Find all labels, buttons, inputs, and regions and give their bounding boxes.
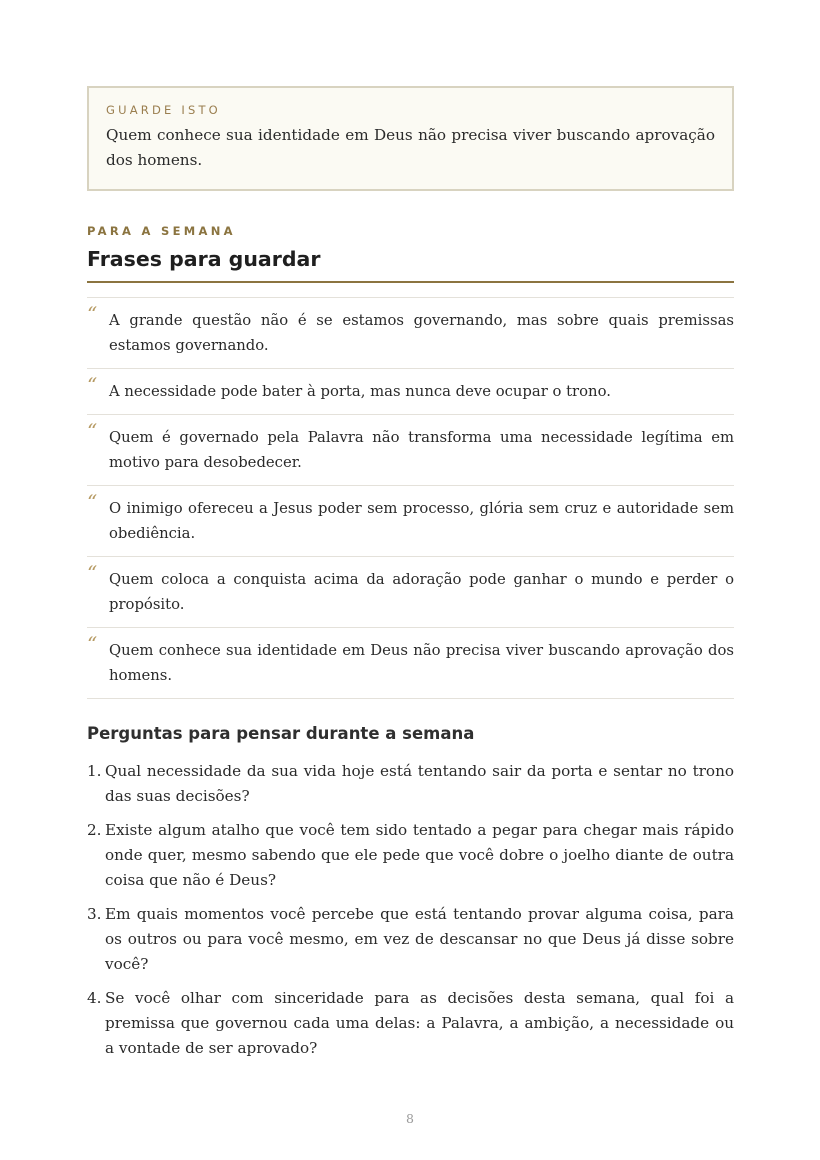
question-item xyxy=(87,986,734,1061)
quote-text: Quem é governado pela Palavra não transforma uma necessidade legítima em motivo para desobedecer. xyxy=(109,429,734,471)
quote-item xyxy=(87,486,734,557)
quote-mark-icon: “ xyxy=(87,561,98,585)
quote-mark-icon: “ xyxy=(87,490,98,514)
quote-item xyxy=(87,628,734,699)
quote-text: A necessidade pode bater à porta, mas nunca deve ocupar o trono. xyxy=(109,383,611,400)
quote-text: Quem conhece sua identidade em Deus não precisa viver buscando aprovação dos homens. xyxy=(109,642,734,684)
quote-text: Quem coloca a conquista acima da adoração pode ganhar o mundo e perder o propósito. xyxy=(109,571,734,613)
question-text: Existe algum atalho que você tem sido tentado a pegar para chegar mais rápido onde quer, mesmo sabendo que ele pede que você dobre o joelho diante de outra coisa que não é Deus? xyxy=(105,821,734,889)
keep-this-callout xyxy=(87,86,734,191)
question-list xyxy=(87,759,734,1061)
quote-mark-icon: “ xyxy=(87,419,98,443)
quote-item xyxy=(87,369,734,415)
question-number: 1. xyxy=(87,762,102,780)
quote-item xyxy=(87,415,734,486)
question-text: Se você olhar com sinceridade para as decisões desta semana, qual foi a premissa que governou cada uma delas: a Palavra, a ambição, a necessidade ou a vontade de ser aprovado? xyxy=(105,989,734,1057)
question-number: 2. xyxy=(87,821,102,839)
section-title: Frases para guardar xyxy=(87,246,734,283)
callout-text: Quem conhece sua identidade em Deus não precisa viver buscando aprovação dos homens. xyxy=(106,126,715,169)
quote-mark-icon: “ xyxy=(87,302,98,326)
question-number: 4. xyxy=(87,989,102,1007)
quote-item xyxy=(87,557,734,628)
question-item xyxy=(87,818,734,893)
question-text: Em quais momentos você percebe que está tentando provar alguma coisa, para os outros ou para você mesmo, em vez de descansar no que Deus já disse sobre você? xyxy=(105,905,734,973)
quote-mark-icon: “ xyxy=(87,373,98,397)
quote-list xyxy=(87,297,734,699)
question-item xyxy=(87,759,734,809)
page-content xyxy=(87,86,734,1070)
question-item xyxy=(87,902,734,977)
quote-mark-icon: “ xyxy=(87,632,98,656)
question-text: Qual necessidade da sua vida hoje está tentando sair da porta e sentar no trono das suas decisões? xyxy=(105,762,734,805)
section-eyebrow: PARA A SEMANA xyxy=(87,224,236,238)
quote-text: O inimigo ofereceu a Jesus poder sem processo, glória sem cruz e autoridade sem obediência. xyxy=(109,500,734,542)
quote-item xyxy=(87,298,734,369)
question-number: 3. xyxy=(87,905,102,923)
callout-label: GUARDE ISTO xyxy=(106,103,221,117)
questions-heading: Perguntas para pensar durante a semana xyxy=(87,724,475,743)
quote-text: A grande questão não é se estamos governando, mas sobre quais premissas estamos governando. xyxy=(109,312,734,354)
page-number: 8 xyxy=(406,1111,414,1126)
